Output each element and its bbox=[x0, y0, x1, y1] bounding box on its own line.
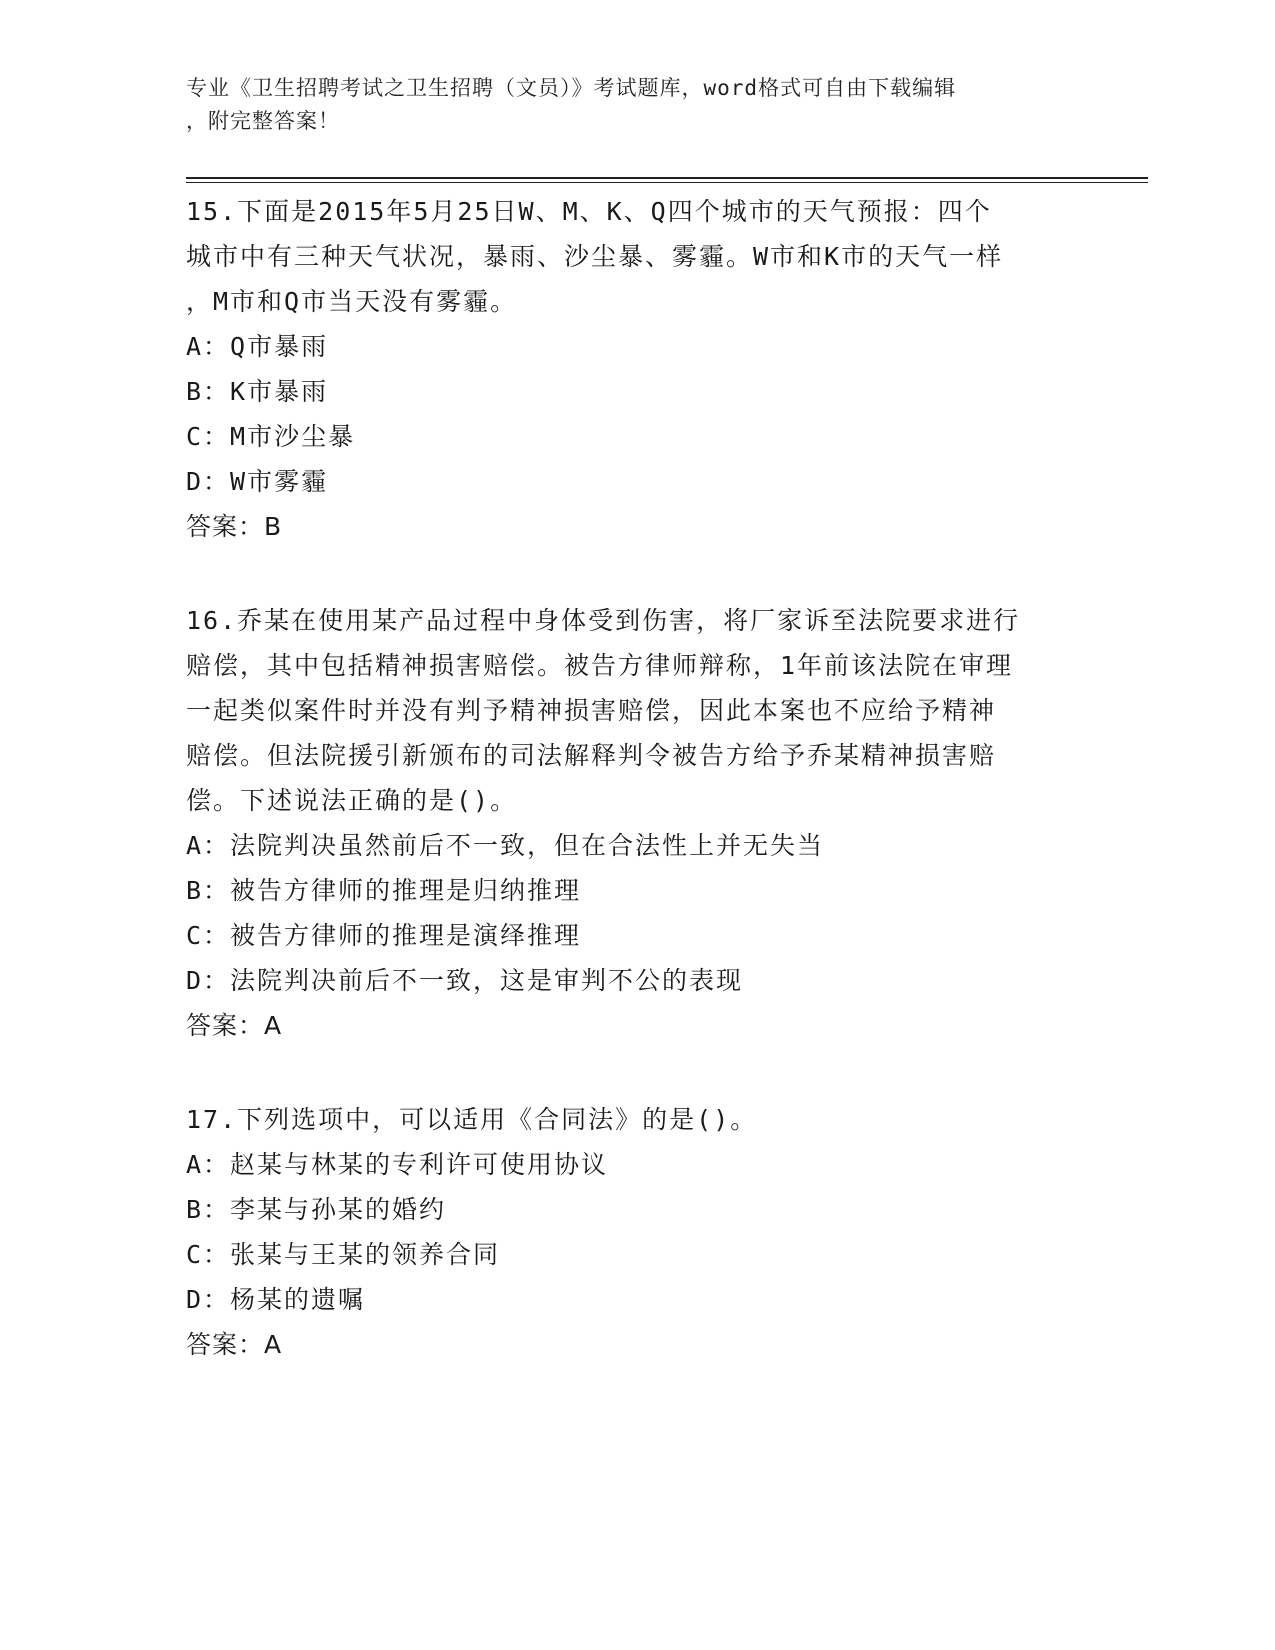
question-stem-line: 17.下列选项中，可以适用《合同法》的是()。 bbox=[186, 1105, 758, 1134]
question-list bbox=[186, 189, 1086, 1367]
question-stem-line: 偿。下述说法正确的是()。 bbox=[186, 786, 518, 815]
option-c: C：张某与王某的领养合同 bbox=[186, 1240, 501, 1269]
question-stem-line: 赔偿。但法院援引新颁布的司法解释判令被告方给予乔某精神损害赔 bbox=[186, 741, 997, 770]
option-c: C：被告方律师的推理是演绎推理 bbox=[186, 921, 582, 950]
question-stem-line: 16.乔某在使用某产品过程中身体受到伤害，将厂家诉至法院要求进行 bbox=[186, 606, 1021, 635]
option-d: D：杨某的遗嘱 bbox=[186, 1285, 366, 1314]
question-stem-line: 一起类似案件时并没有判予精神损害赔偿，因此本案也不应给予精神 bbox=[186, 696, 997, 725]
header-line-2: ，附完整答案！ bbox=[186, 109, 340, 133]
question-stem-line: 赔偿，其中包括精神损害赔偿。被告方律师辩称，1年前该法院在审理 bbox=[186, 651, 1014, 680]
answer-label: 答案：B bbox=[186, 512, 283, 541]
option-a: A：法院判决虽然前后不一致，但在合法性上并无失当 bbox=[186, 831, 825, 860]
option-c: C：M市沙尘暴 bbox=[186, 422, 356, 451]
option-d: D：法院判决前后不一致，这是审判不公的表现 bbox=[186, 966, 744, 995]
option-a: A：赵某与林某的专利许可使用协议 bbox=[186, 1150, 609, 1179]
option-a: A：Q市暴雨 bbox=[186, 332, 329, 361]
question-stem-line: 15.下面是2015年5月25日W、M、K、Q四个城市的天气预报：四个 bbox=[186, 197, 992, 226]
question-16 bbox=[186, 598, 1086, 1048]
question-stem-line: 城市中有三种天气状况，暴雨、沙尘暴、雾霾。W市和K市的天气一样 bbox=[186, 242, 1004, 271]
option-b: B：K市暴雨 bbox=[186, 377, 329, 406]
option-d: D：W市雾霾 bbox=[186, 467, 329, 496]
document-header bbox=[186, 72, 1086, 138]
question-17 bbox=[186, 1097, 1086, 1367]
answer-label: 答案：A bbox=[186, 1330, 283, 1359]
answer-label: 答案：A bbox=[186, 1011, 283, 1040]
question-15 bbox=[186, 189, 1086, 549]
question-stem-line: ，M市和Q市当天没有雾霾。 bbox=[186, 287, 518, 316]
header-divider-thin bbox=[186, 182, 1148, 183]
option-b: B：李某与孙某的婚约 bbox=[186, 1195, 447, 1224]
header-divider-thick bbox=[186, 177, 1148, 179]
option-b: B：被告方律师的推理是归纳推理 bbox=[186, 876, 582, 905]
header-line-1: 专业《卫生招聘考试之卫生招聘（文员）》考试题库，word格式可自由下载编辑 bbox=[186, 76, 957, 100]
